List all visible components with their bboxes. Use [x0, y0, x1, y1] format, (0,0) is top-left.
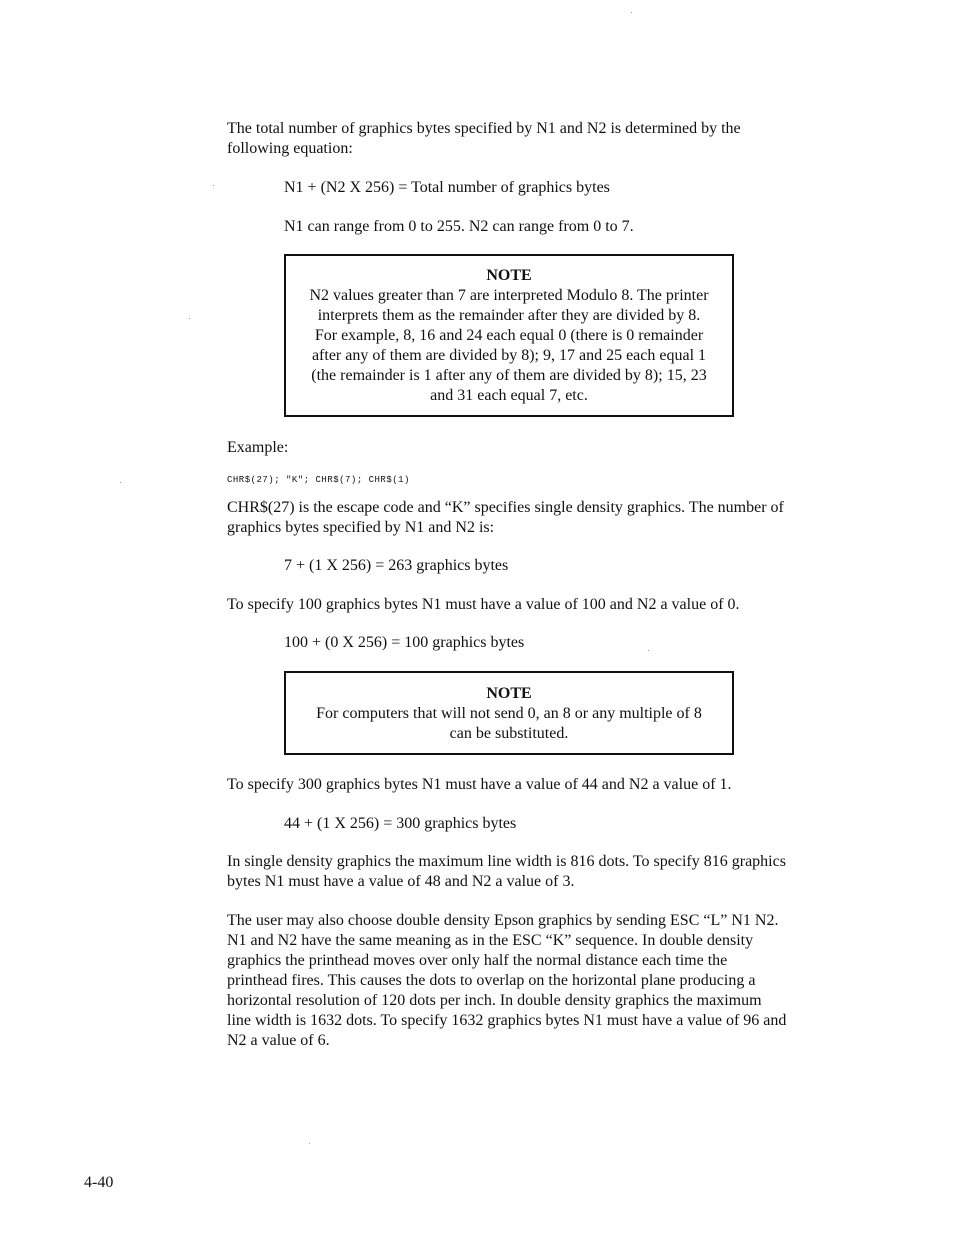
scan-speck	[648, 650, 649, 651]
range-statement: N1 can range from 0 to 255. N2 can range from 0 to 7.	[284, 218, 634, 235]
equation-263: 7 + (1 X 256) = 263 graphics bytes	[284, 557, 509, 574]
escape-explanation: CHR$(27) is the escape code and “K” specifies single density graphics. The number of graphics bytes specified by N1 and N2 is:	[227, 499, 784, 536]
double-density-paragraph: The user may also choose double density Epson graphics by sending ESC “L” N1 N2. N1 and N2 have the same meaning as in the ESC “K” sequence. In double density graphics the printhead moves over only half the normal distance each time the printhead fires. This causes the dots to overlap on the horizontal plane producing a horizontal resolution of 120 dots per inch. In double density graphics the maximum line width is 1632 dots. To specify 1632 graphics bytes N1 must have a value of 96 and N2 a value of 6.	[227, 912, 787, 1049]
intro-paragraph: The total number of graphics bytes specified by N1 and N2 is determined by the following equation:	[227, 120, 741, 157]
specify-300-paragraph: To specify 300 graphics bytes N1 must have a value of 44 and N2 a value of 1.	[227, 776, 732, 793]
code-example: CHR$(27); "K"; CHR$(7); CHR$(1)	[227, 475, 410, 485]
note-body: For computers that will not send 0, an 8 or any multiple of 8 can be substituted.	[316, 705, 702, 742]
note-box-substitution	[284, 671, 734, 755]
specify-100-paragraph: To specify 100 graphics bytes N1 must have a value of 100 and N2 a value of 0.	[227, 596, 740, 613]
scan-speck	[631, 12, 632, 13]
scan-speck	[120, 482, 121, 483]
note-body: N2 values greater than 7 are interpreted Modulo 8. The printer interprets them as the remainder after they are divided by 8. For example, 8, 16 and 24 each equal 0 (there is 0 remainder after any of them are divided by 8); 9, 17 and 25 each equal 1 (the remainder is 1 after any of them are divided by 8); 15, 23 and 31 each equal 7, etc.	[309, 287, 709, 404]
scan-speck	[189, 318, 190, 319]
note-box-modulo	[284, 254, 734, 417]
total-equation: N1 + (N2 X 256) = Total number of graphics bytes	[284, 179, 610, 196]
page-number: 4-40	[84, 1174, 114, 1191]
scan-speck	[213, 185, 214, 186]
equation-100: 100 + (0 X 256) = 100 graphics bytes	[284, 634, 525, 651]
note-title: NOTE	[486, 267, 532, 284]
equation-300: 44 + (1 X 256) = 300 graphics bytes	[284, 815, 517, 832]
example-label: Example:	[227, 439, 289, 456]
scan-speck	[309, 1143, 310, 1144]
note-title: NOTE	[486, 685, 532, 702]
single-density-paragraph: In single density graphics the maximum line width is 816 dots. To specify 816 graphics bytes N1 must have a value of 48 and N2 a value of 3.	[227, 853, 786, 890]
